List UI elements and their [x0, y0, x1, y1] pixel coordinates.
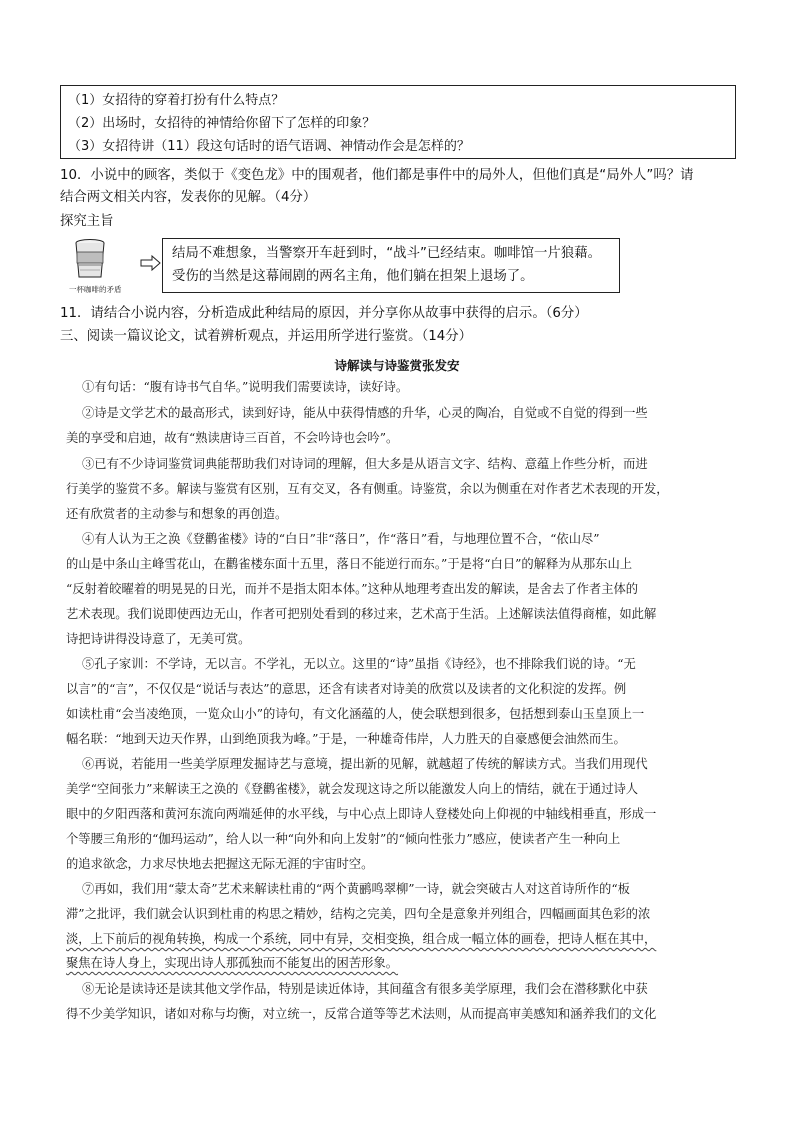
question-10-line-2: 结合两文相关内容，发表你的见解。（4分）: [60, 190, 317, 205]
question-box: [60, 85, 736, 159]
essay-line: 还有欣赏者的主动参与和想象的再创造。: [66, 507, 288, 521]
essay-line: “反射着皎曜着的明晃晃的日光，而并不是指太阳本体。”这种从地理考查出发的解读，是舍去了作者主体的: [66, 582, 639, 596]
essay-line: 眼中的夕阳西落和黄河东流向两端延伸的水平线，与中心点上即诗人登楼处向上仰视的中轴线相垂直，形成一: [66, 807, 657, 821]
ending-line-2: 受伤的当然是这幕闹剧的两名主角，他们躺在担架上退场了。: [172, 269, 534, 284]
essay-line-underlined: 聚焦在诗人身上，实现出诗人那孤独而不能复出的困苦形象。: [66, 956, 399, 970]
essay-line: 得不少美学知识，诸如对称与均衡，对立统一，反常合道等等艺术法则，从而提高审美感知和涵养我们的文化: [66, 1007, 657, 1021]
essay-line: ⑧无论是读诗还是读其他文学作品，特别是读近体诗，其间蕴含有很多美学原理，我们会在潜移默化中获: [82, 982, 648, 996]
essay-line: 美的享受和启迪，故有“熟读唐诗三百首，不会吟诗也会吟”。: [66, 431, 399, 445]
section-3-instruction: 三、阅读一篇议论文，试着辨析观点，并运用所学进行鉴赏。（14分）: [60, 329, 473, 344]
essay-line: 以言”的“言”，不仅仅是“说话与表达”的意思，还含有读者对诗美的欣赏以及读者的文化积淀的发挥。例: [66, 682, 627, 696]
essay-line: 行美学的鉴赏不多。解读与鉴赏有区别，互有交叉，各有侧重。诗鉴赏，余以为侧重在对作者艺术表现的开发，: [66, 482, 669, 496]
essay-line: 美学“空间张力”来解读王之涣的《登鹳雀楼》，就会发现这诗之所以能激发人向上的情结，就在于通过诗人: [66, 782, 639, 796]
essay-line: ⑤孔子家训：不学诗，无以言。不学礼，无以立。这里的“诗”虽指《诗经》，也不排除我们说的诗。“无: [82, 657, 636, 671]
essay-line: 的追求欲念，力求尽快地去把握这无际无涯的宇宙时空。: [66, 857, 374, 871]
arrow-icon: [140, 254, 162, 272]
question-item: （3）女招待讲（11）段这句话时的语气语调、神情动作会是怎样的？: [68, 139, 470, 154]
essay-line: ③已有不少诗词鉴赏词典能帮助我们对诗词的理解，但大多是从语言文字、结构、意蕴上作些分析，而进: [82, 457, 648, 471]
essay-line: 滞”之批评，我们就会认识到杜甫的构思之精妙，结构之完美，四句全是意象并列组合，四幅画面其色彩的浓: [66, 907, 651, 921]
ending-line-1: 结局不难想象，当警察开车赶到时，“战斗”已经结束。咖啡馆一片狼藉。: [172, 246, 601, 261]
question-11: 11．请结合小说内容，分析造成此种结局的原因，并分享你从故事中获得的启示。（6分）: [60, 306, 588, 321]
story-ending-box: [162, 238, 620, 293]
essay-line: ⑥再说，若能用一些美学原理发掘诗艺与意境，提出新的见解，就越超了传统的解读方式。当我们用现代: [82, 757, 648, 771]
essay-line: 艺术表现。我们说即使西边无山，作者可把别处看到的移过来，艺术高于生活。上述解读法值得商榷，如此解: [66, 607, 657, 621]
essay-line: 幅名联：“地到天边天作界，山到绝顶我为峰。”于是，一种雄奇伟岸，人力胜天的自豪感便会油然而生。: [66, 732, 626, 746]
essay-line: 的山是中条山主峰雪花山，在鹳雀楼东面十五里，落日不能逆行而东。”于是将“白日”的解释为从那东山上: [66, 557, 633, 571]
essay-line: 个等腰三角形的“伽玛运动”，给人以一种“向外和向上发射”的“倾向性张力”感应，使读者产生一种向上: [66, 832, 621, 846]
essay-title: 诗解读与诗鉴赏张发安: [334, 358, 460, 373]
essay-line-underlined: 淡，上下前后的视角转换，构成一个系统，同中有异，交相变换，组合成一幅立体的画卷，把诗人框在其中，: [66, 932, 657, 946]
essay-line: 诗把诗讲得没诗意了，无美可赏。: [66, 632, 251, 646]
section-label: 探究主旨: [60, 214, 114, 229]
essay-line: ④有人认为王之涣《登鹳雀楼》诗的“白日”非“落日”，作“落日”看，与地理位置不合，“依山尽”: [82, 532, 600, 546]
coffee-cup-icon: [62, 237, 140, 295]
question-item: （2）出场时，女招待的神情给你留下了怎样的印象？: [68, 116, 376, 131]
essay-line: 如读杜甫“会当凌绝顶，一览众山小”的诗句，有文化涵蕴的人，使会联想到很多，包括想到泰山玉皇顶上一: [66, 707, 645, 721]
essay-line: ①有句话：“腹有诗书气自华。”说明我们需要读诗，读好诗。: [82, 380, 409, 394]
question-10-line-1: 10．小说中的顾客，类似于《变色龙》中的围观者，他们都是事件中的局外人，但他们真是“局外人”吗？请: [60, 168, 694, 183]
cup-caption: 一杯咖啡的矛盾: [69, 285, 122, 294]
essay-line: ⑦再如，我们用“蒙太奇”艺术来解读杜甫的“两个黄鹂鸣翠柳”一诗，就会突破古人对这首诗所作的“板: [82, 882, 630, 896]
question-item: （1）女招待的穿着打扮有什么特点？: [68, 93, 285, 108]
essay-line: ②诗是文学艺术的最高形式，读到好诗，能从中获得情感的升华，心灵的陶冶，自觉或不自觉的得到一些: [82, 406, 648, 420]
coffee-cup-illustration: [62, 237, 140, 295]
